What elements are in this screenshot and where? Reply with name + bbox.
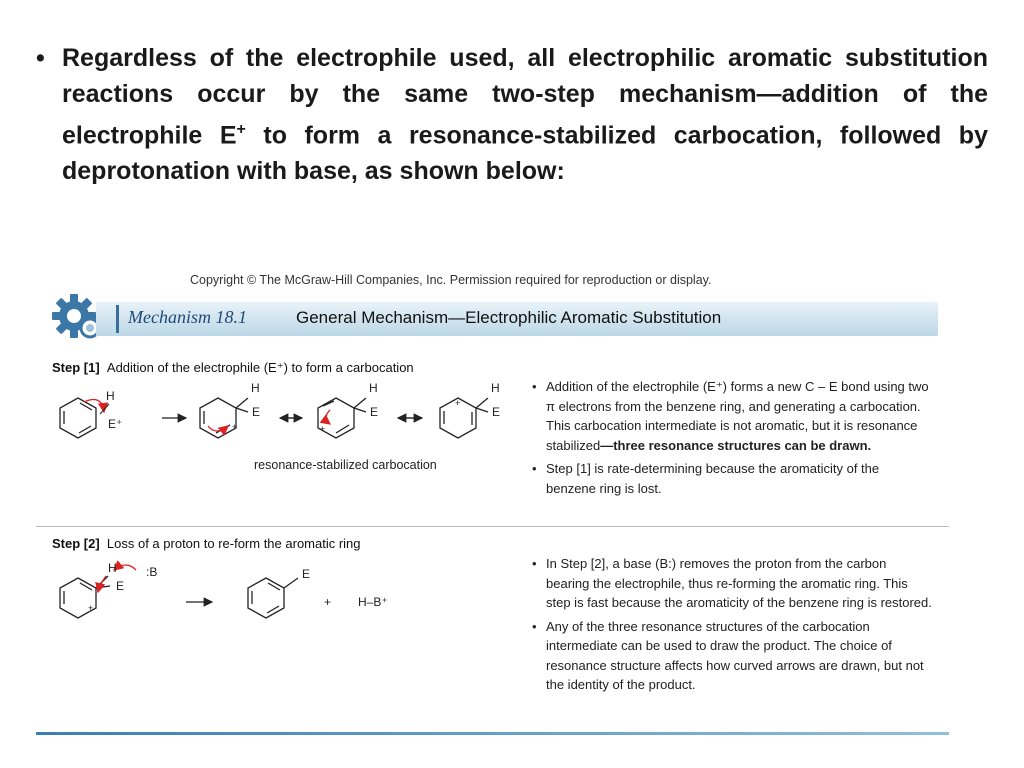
- step1-note-2: • Step [1] is rate-determining because the aromaticity of the benzene ring is lost.: [532, 459, 932, 498]
- svg-text:+: +: [324, 595, 332, 609]
- step1-note-1: • Addition of the electrophile (E⁺) forms a new C – E bond using two π electrons from the benzene ring, and generating a carbocation. This carbocation intermediate is not aromatic, but it is resonance stabilized—three resonance structures can be drawn.: [532, 377, 932, 455]
- bullet-text: Regardless of the electrophile used, all electrophilic aromatic substitution reactions occur by the same two-step mechanism—addition of the electrophile E+ to form a resonance-stabilized carbocation, followed by deprotonation with base, as shown below:: [62, 44, 988, 186]
- svg-text:H: H: [106, 389, 115, 403]
- step2-label: Step [2]: [52, 536, 100, 551]
- header-divider: [116, 305, 119, 333]
- svg-text:H: H: [491, 381, 500, 395]
- step1-heading: Step [1] Addition of the electrophile (E⁺) to form a carbocation: [52, 360, 414, 375]
- step1-label: Step [1]: [52, 360, 100, 375]
- svg-text:H: H: [369, 381, 378, 395]
- step1-notes: [532, 377, 932, 502]
- step2-note-1: • In Step [2], a base (B:) removes the proton from the carbon bearing the electrophile, thus re-forming the aromatic ring. This step is fast because the aromaticity of the benzene ring is restored.: [532, 554, 932, 613]
- step2-note-2: • Any of the three resonance structures of the carbocation intermediate can be used to draw the product. The choice of resonance structure affects how curved arrows are drawn, but not the identity of the product.: [532, 617, 932, 695]
- mechanism-title: General Mechanism—Electrophilic Aromatic Substitution: [296, 308, 722, 327]
- mechanism-header: [96, 302, 938, 336]
- svg-text:E: E: [252, 405, 261, 419]
- mechanism-label: Mechanism 18.1: [128, 307, 247, 327]
- bullet-marker: •: [36, 44, 45, 72]
- step1-reaction-scheme: [40, 376, 520, 456]
- svg-text:+: +: [232, 422, 238, 432]
- main-bullet: [36, 40, 988, 189]
- svg-text:+: +: [455, 398, 461, 408]
- step2-reaction-scheme: [40, 556, 440, 636]
- svg-text:E: E: [116, 579, 125, 593]
- copyright-notice: Copyright © The McGraw-Hill Companies, Inc. Permission required for reproduction or display.: [190, 273, 712, 287]
- step2-notes: [532, 554, 932, 699]
- svg-text::B: :B: [146, 565, 158, 579]
- svg-text:E⁺: E⁺: [108, 417, 123, 431]
- step-divider: [36, 526, 949, 527]
- svg-text:E: E: [492, 405, 501, 419]
- svg-text:H: H: [251, 381, 260, 395]
- svg-text:H–B⁺: H–B⁺: [358, 595, 388, 609]
- svg-text:E: E: [370, 405, 379, 419]
- benzene-ring: [60, 398, 96, 438]
- svg-text:+: +: [320, 424, 326, 434]
- svg-text:+: +: [88, 603, 94, 613]
- svg-text:H: H: [108, 561, 117, 575]
- resonance-caption: resonance-stabilized carbocation: [254, 458, 437, 472]
- bottom-rule: [36, 732, 949, 735]
- superscript-plus: +: [236, 121, 246, 138]
- svg-text:E: E: [302, 567, 311, 581]
- step2-heading: Step [2] Loss of a proton to re-form the aromatic ring: [52, 536, 361, 551]
